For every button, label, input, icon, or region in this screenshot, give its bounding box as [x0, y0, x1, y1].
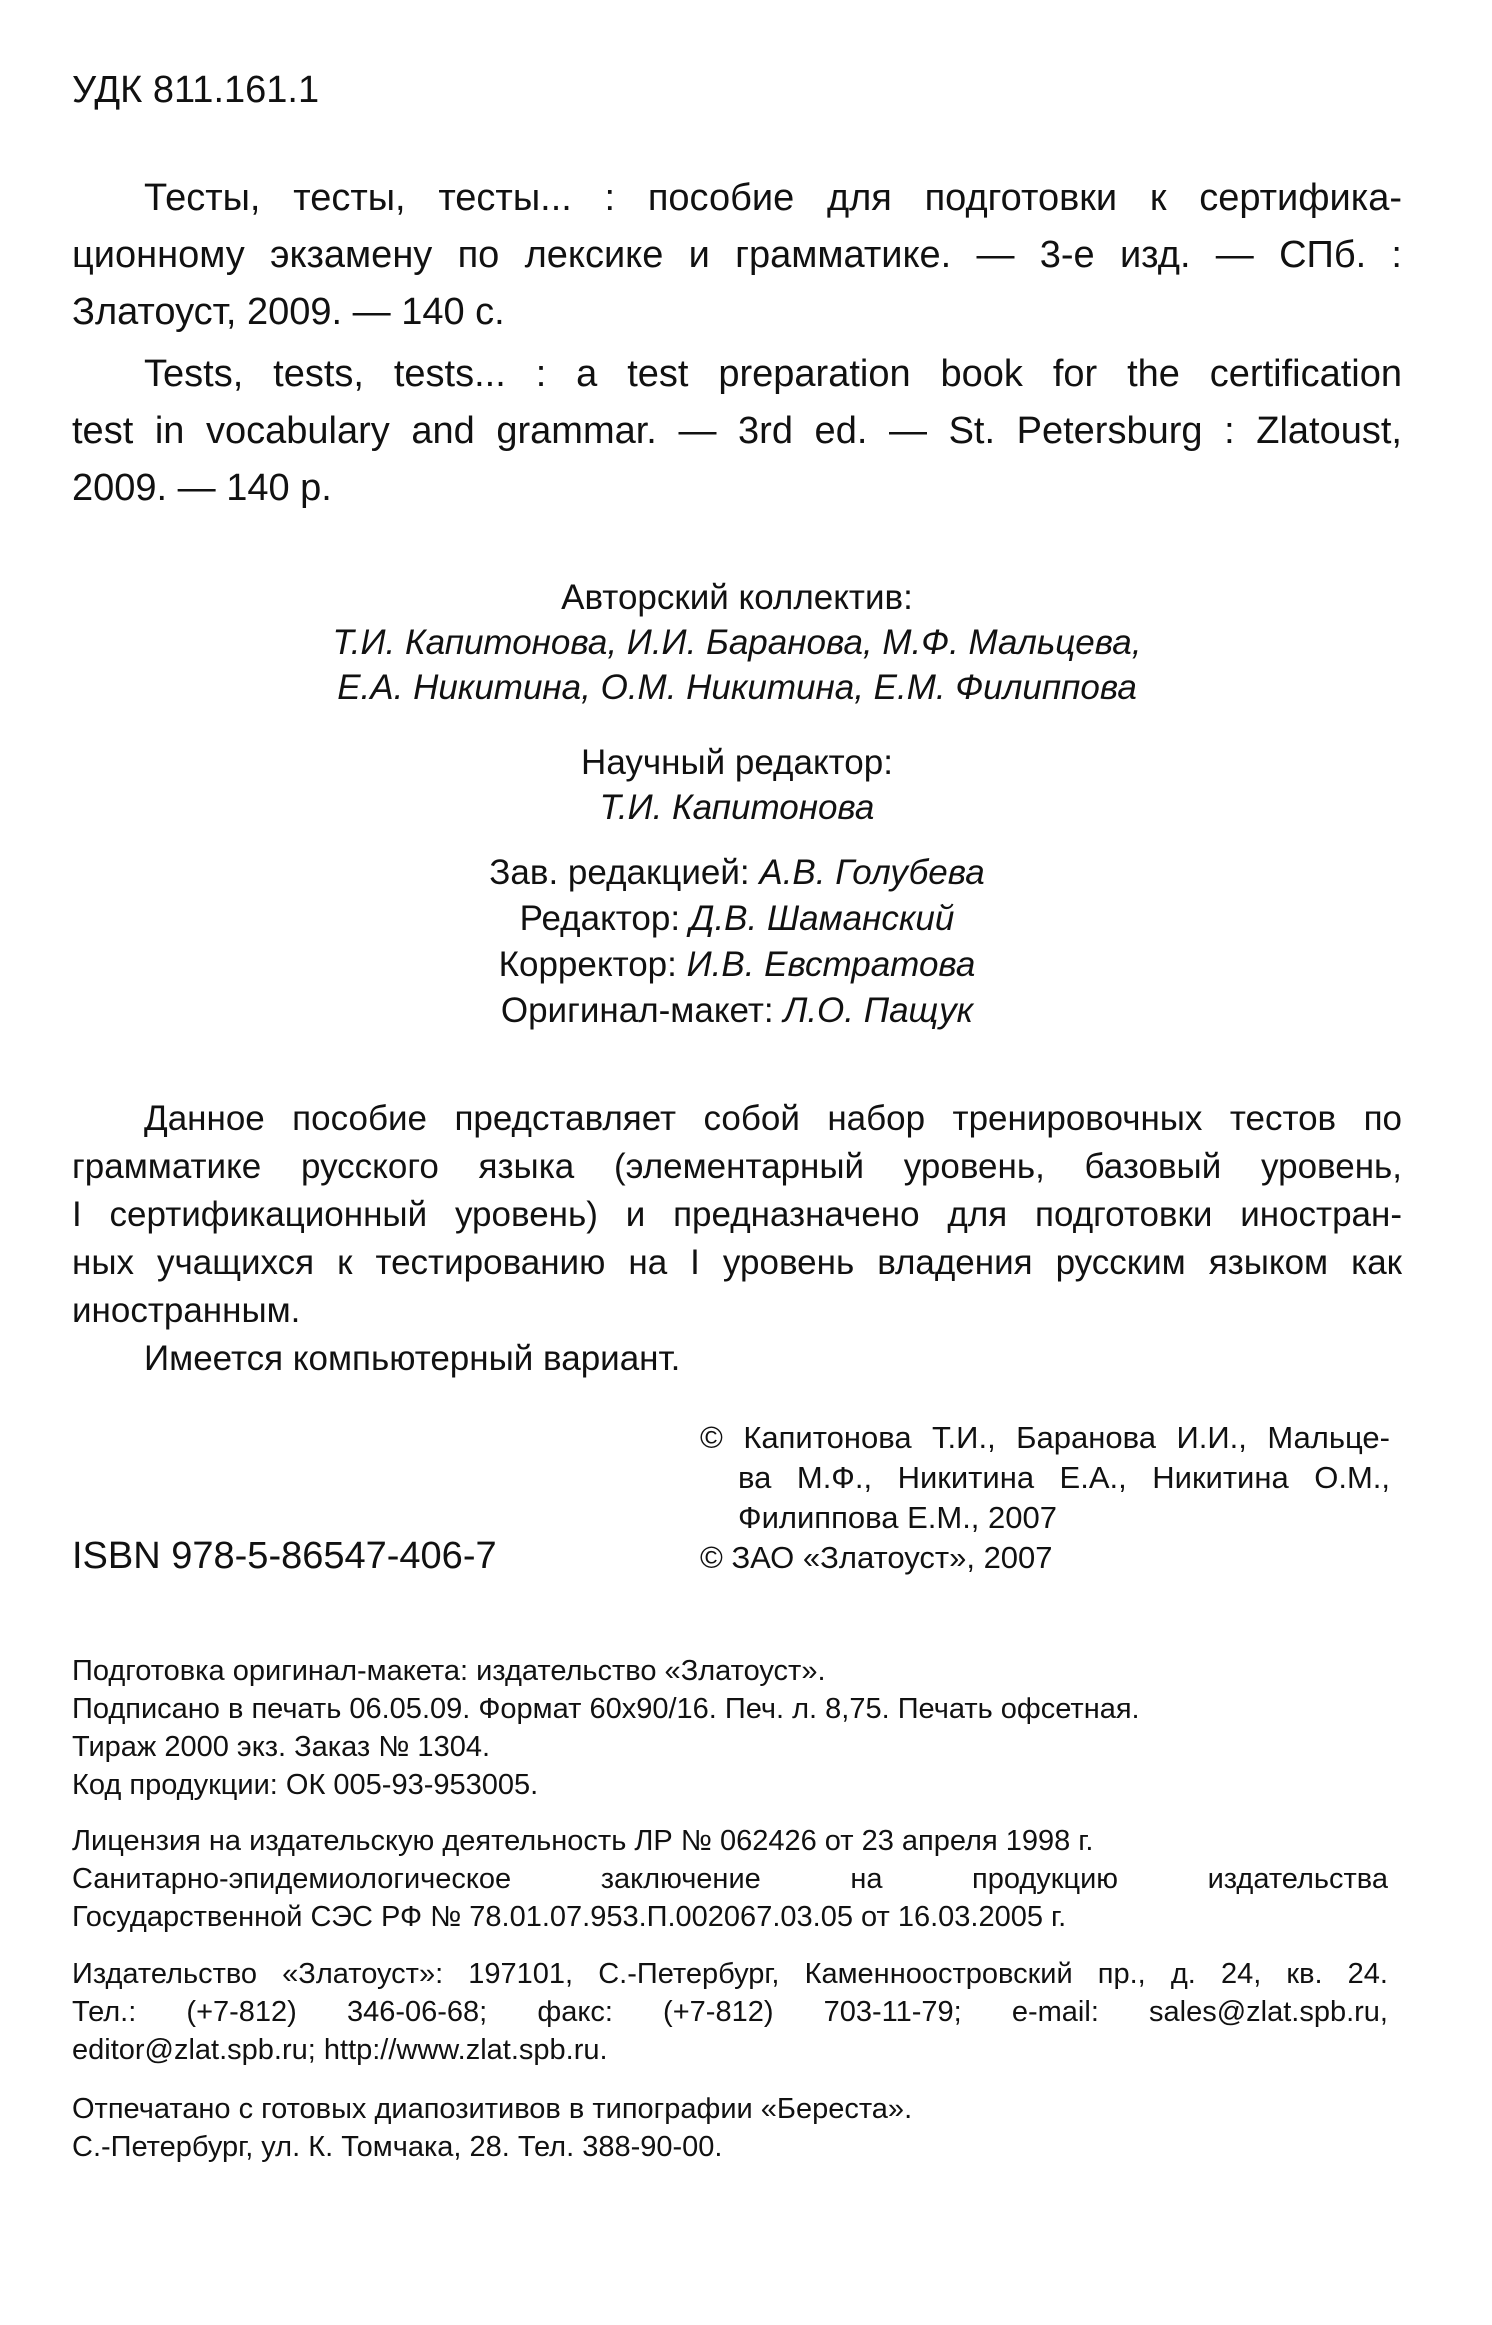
copyright-line-2: ва М.Ф., Никитина Е.А., Никитина О.М.,: [738, 1460, 1390, 1495]
credit-label: Оригинал-макет:: [500, 991, 774, 1030]
credit-proofreader: [72, 942, 1402, 988]
isbn: ISBN 978-5-86547-406-7: [72, 1535, 497, 1577]
publisher-line-1: Издательство «Златоуст»: 197101, С.-Петербург, Каменноостровский пр., д. 24, кв. 24.: [72, 1958, 1388, 1990]
license-line-2: Санитарно-эпидемиологическое заключение на продукцию издательства: [72, 1863, 1388, 1895]
credit-name: И.В. Евстратова: [686, 945, 976, 984]
title-en-line-2: test in vocabulary and grammar. — 3rd ed. — St. Petersburg : Zlatoust,: [72, 410, 1402, 452]
credit-editor: [72, 896, 1402, 942]
print-info-line-3: Тираж 2000 экз. Заказ № 1304.: [72, 1731, 491, 1763]
printer-line-2: С.-Петербург, ул. К. Томчака, 28. Тел. 388-90-00.: [72, 2131, 723, 2163]
description-line-5: иностранным.: [72, 1291, 301, 1330]
description: [72, 1095, 1402, 1383]
title-en-line-3: 2009. — 140 p.: [72, 467, 332, 509]
title-ru-line-1: Тесты, тесты, тесты... : пособие для подготовки к сертифика-: [144, 177, 1402, 219]
credit-layout: [72, 988, 1402, 1034]
license-info: [72, 1822, 1388, 1936]
publisher-line-3: editor@zlat.spb.ru; http://www.zlat.spb.ru.: [72, 2034, 608, 2066]
title-ru-line-2: ционному экзамену по лексике и грамматике. — 3-е изд. — СПб. :: [72, 234, 1402, 276]
credit-name: Д.В. Шаманский: [689, 899, 955, 938]
description-line-3: I сертификационный уровень) и предназначено для подготовки иностран-: [72, 1195, 1402, 1234]
science-editor-label: Научный редактор:: [581, 743, 893, 782]
authors-label: Авторский коллектив:: [561, 578, 913, 617]
credit-head-of-office: [72, 850, 1402, 896]
print-info-line-2: Подписано в печать 06.05.09. Формат 60x90/16. Печ. л. 8,75. Печать офсетная.: [72, 1693, 1140, 1725]
credit-label: Редактор:: [519, 899, 681, 938]
title-en-line-1: Tests, tests, tests... : a test preparation book for the certification: [144, 353, 1402, 395]
udk-code: УДК 811.161.1: [72, 69, 320, 111]
copyright-block: [700, 1418, 1390, 1578]
print-info-line-4: Код продукции: ОК 005-93-953005.: [72, 1769, 539, 1801]
science-editor-block: [72, 740, 1402, 830]
description-line-4: ных учащихся к тестированию на I уровень владения русским языком как: [72, 1243, 1402, 1282]
description-line-1: Данное пособие представляет собой набор тренировочных тестов по: [144, 1099, 1402, 1138]
copyright-line-4: © ЗАО «Златоуст», 2007: [700, 1540, 1053, 1575]
publisher-line-2: Тел.: (+7-812) 346-06-68; факс: (+7-812) 703-11-79; e-mail: sales@zlat.spb.ru,: [72, 1996, 1388, 2028]
print-info: [72, 1652, 1312, 1804]
credit-name: А.В. Голубева: [759, 853, 985, 892]
description-note: Имеется компьютерный вариант.: [144, 1339, 681, 1378]
authors-line-1: Т.И. Капитонова, И.И. Баранова, М.Ф. Мальцева,: [332, 623, 1142, 662]
authors-line-2: Е.А. Никитина, О.М. Никитина, Е.М. Филиппова: [337, 668, 1137, 707]
description-line-2: грамматике русского языка (элементарный уровень, базовый уровень,: [72, 1147, 1402, 1186]
credit-label: Зав. редакцией:: [489, 853, 750, 892]
credits-block: [72, 850, 1402, 1034]
license-line-1: Лицензия на издательскую деятельность ЛР № 062426 от 23 апреля 1998 г.: [72, 1825, 1094, 1857]
science-editor-name: Т.И. Капитонова: [599, 788, 875, 827]
credit-name: Л.О. Пащук: [783, 991, 974, 1030]
authors-block: [72, 575, 1402, 710]
title-ru-line-3: Златоуст, 2009. — 140 с.: [72, 291, 505, 333]
title-ru: [72, 170, 1402, 341]
printer-info: [72, 2090, 1388, 2166]
printer-line-1: Отпечатано с готовых диапозитивов в типографии «Береста».: [72, 2093, 913, 2125]
license-line-3: Государственной СЭС РФ № 78.01.07.953.П.002067.03.05 от 16.03.2005 г.: [72, 1901, 1067, 1933]
print-info-line-1: Подготовка оригинал-макета: издательство «Златоуст».: [72, 1655, 826, 1687]
publisher-info: [72, 1955, 1388, 2069]
title-en: [72, 346, 1402, 517]
copyright-line-1: © Капитонова Т.И., Баранова И.И., Мальце-: [700, 1420, 1390, 1455]
copyright-line-3: Филиппова Е.М., 2007: [738, 1500, 1057, 1535]
credit-label: Корректор:: [498, 945, 677, 984]
